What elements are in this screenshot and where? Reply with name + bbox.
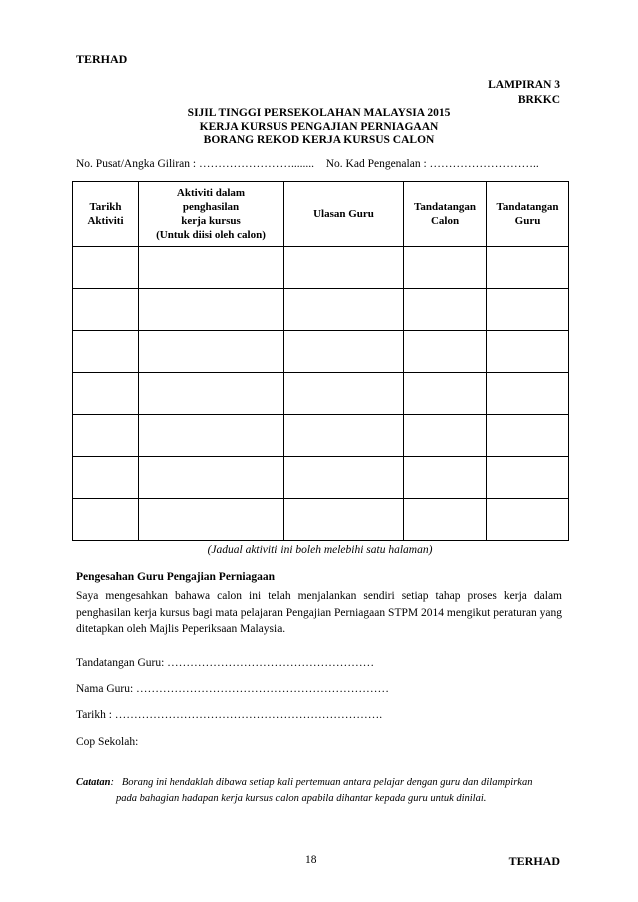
title-line-3: BORANG REKOD KERJA KURSUS CALON bbox=[203, 134, 435, 146]
table-cell[interactable] bbox=[73, 373, 139, 415]
header-text: penghasilan bbox=[182, 201, 240, 213]
header-activity bbox=[139, 182, 284, 247]
table-row bbox=[73, 247, 569, 289]
confirmation-heading: Pengesahan Guru Pengajian Perniagaan bbox=[76, 571, 276, 583]
appendix-label: LAMPIRAN 3 bbox=[488, 79, 560, 91]
table-header-row bbox=[73, 182, 569, 247]
candidate-fields bbox=[76, 158, 539, 170]
title-line-1: SIJIL TINGGI PERSEKOLAHAN MALAYSIA 2015 bbox=[187, 107, 451, 119]
table-row bbox=[73, 331, 569, 373]
table-cell[interactable] bbox=[139, 373, 284, 415]
table-row bbox=[73, 373, 569, 415]
title-line-2: KERJA KURSUS PENGAJIAN PERNIAGAAN bbox=[199, 120, 439, 133]
form-title bbox=[150, 107, 488, 148]
table-cell[interactable] bbox=[139, 331, 284, 373]
header-teacher-comment bbox=[284, 182, 404, 247]
table-cell[interactable] bbox=[73, 331, 139, 373]
footnote bbox=[76, 775, 562, 807]
footnote-text-1: Borang ini hendaklah dibawa setiap kali pertemuan antara pelajar dengan guru dan dilampirkan bbox=[121, 777, 533, 788]
table-cell[interactable] bbox=[404, 247, 487, 289]
table-cell[interactable] bbox=[284, 499, 404, 541]
table-row bbox=[73, 499, 569, 541]
header-text: Guru bbox=[514, 215, 541, 227]
ic-number-field[interactable]: No. Kad Pengenalan : ……………………….. bbox=[325, 158, 539, 170]
center-number-field[interactable]: No. Pusat/Angka Giliran : ……………………........ bbox=[76, 158, 314, 170]
table-cell[interactable] bbox=[487, 415, 569, 457]
footnote-label: Catatan bbox=[76, 777, 111, 788]
header-text: Calon bbox=[430, 215, 460, 227]
table-cell[interactable] bbox=[73, 247, 139, 289]
table-cell[interactable] bbox=[487, 499, 569, 541]
table-cell[interactable] bbox=[284, 415, 404, 457]
header-text: Aktiviti dalam bbox=[176, 187, 246, 199]
teacher-name-field[interactable]: Nama Guru: ………………………………………………………… bbox=[76, 683, 390, 695]
table-cell[interactable] bbox=[139, 247, 284, 289]
table-cell[interactable] bbox=[73, 415, 139, 457]
table-cell[interactable] bbox=[139, 499, 284, 541]
table-cell[interactable] bbox=[284, 289, 404, 331]
confirmation-body: Saya mengesahkan bahawa calon ini telah menjalankan sendiri setiap tahap proses kerja dalam penghasilan kerja kursus bagi mata pelajaran Pengajian Perniagaan STPM 2014 mengikut peraturan yang ditetapkan oleh Majlis Peperiksaan Malaysia. bbox=[76, 590, 562, 635]
table-cell[interactable] bbox=[73, 499, 139, 541]
classification-bottom: TERHAD bbox=[508, 854, 560, 868]
table-cell[interactable] bbox=[139, 415, 284, 457]
table-body bbox=[73, 247, 569, 541]
footnote-colon: : bbox=[110, 777, 120, 788]
table-cell[interactable] bbox=[404, 415, 487, 457]
table-cell[interactable] bbox=[487, 331, 569, 373]
table-row bbox=[73, 415, 569, 457]
footnote-text-2: pada bahagian hadapan kerja kursus calon apabila dihantar kepada guru untuk dinilai. bbox=[116, 793, 487, 804]
header-text: Aktiviti bbox=[87, 215, 124, 227]
header-text: Tandatangan bbox=[414, 201, 476, 213]
table-cell[interactable] bbox=[404, 331, 487, 373]
header-text: kerja kursus bbox=[181, 215, 241, 227]
table-cell[interactable] bbox=[404, 457, 487, 499]
header-text: Ulasan Guru bbox=[313, 208, 374, 220]
header-date bbox=[73, 182, 139, 247]
table-cell[interactable] bbox=[487, 289, 569, 331]
table-cell[interactable] bbox=[404, 373, 487, 415]
activity-record-table bbox=[72, 181, 569, 541]
table-cell[interactable] bbox=[139, 289, 284, 331]
school-stamp-field: Cop Sekolah: bbox=[76, 736, 139, 748]
table-cell[interactable] bbox=[284, 247, 404, 289]
table-cell[interactable] bbox=[487, 247, 569, 289]
table-cell[interactable] bbox=[73, 289, 139, 331]
header-text: Tarikh bbox=[89, 201, 122, 213]
table-cell[interactable] bbox=[487, 373, 569, 415]
header-teacher-signature bbox=[487, 182, 569, 247]
table-cell[interactable] bbox=[73, 457, 139, 499]
table-cell[interactable] bbox=[487, 457, 569, 499]
date-field[interactable]: Tarikh : ……………………………………………………………. bbox=[76, 709, 383, 721]
table-cell[interactable] bbox=[404, 499, 487, 541]
header-candidate-signature bbox=[404, 182, 487, 247]
table-note: (Jadual aktiviti ini boleh melebihi satu halaman) bbox=[207, 544, 433, 556]
header-text: Tandatangan bbox=[496, 201, 559, 213]
table-cell[interactable] bbox=[284, 373, 404, 415]
table-cell[interactable] bbox=[139, 457, 284, 499]
table-cell[interactable] bbox=[404, 289, 487, 331]
classification-top: TERHAD bbox=[76, 52, 128, 66]
table-cell[interactable] bbox=[284, 331, 404, 373]
appendix-block bbox=[488, 78, 560, 107]
table-row bbox=[73, 289, 569, 331]
teacher-signature-field[interactable]: Tandatangan Guru: ……………………………………………… bbox=[76, 657, 375, 669]
table-cell[interactable] bbox=[284, 457, 404, 499]
header-text: (Untuk diisi oleh calon) bbox=[156, 229, 266, 241]
table-row bbox=[73, 457, 569, 499]
appendix-code: BRKKC bbox=[517, 93, 560, 106]
page-number: 18 bbox=[305, 854, 317, 866]
